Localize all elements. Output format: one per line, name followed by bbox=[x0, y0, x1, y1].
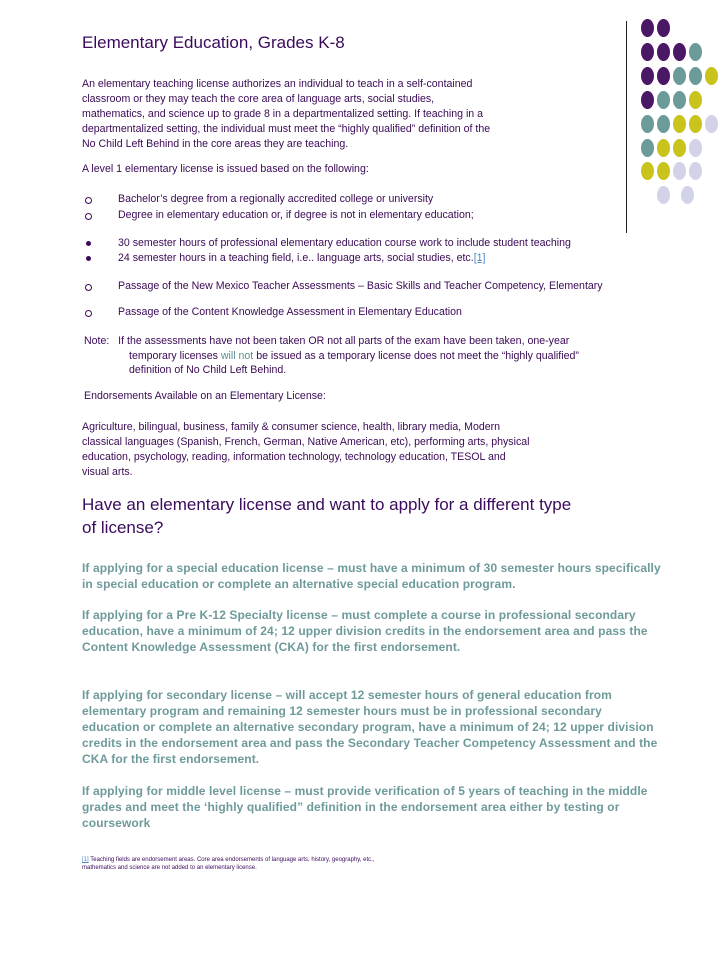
note-line: temporary licenses bbox=[129, 349, 221, 362]
dot-icon bbox=[689, 139, 702, 157]
intro-line: mathematics, and science up to grade 8 in a departmentalized setting. If teaching in a bbox=[82, 108, 484, 121]
decorative-divider bbox=[626, 21, 627, 233]
list-item: Passage of the New Mexico Teacher Assessments – Basic Skills and Teacher Competency, Elementary bbox=[82, 281, 642, 305]
dot-icon bbox=[641, 19, 654, 37]
dot-icon bbox=[641, 91, 654, 109]
dot-icon bbox=[657, 186, 670, 204]
list-item bbox=[82, 253, 642, 265]
intro-line: classroom or they may teach the core area of language arts, social studies, bbox=[82, 93, 435, 106]
dot-icon bbox=[689, 115, 702, 133]
dot-icon bbox=[641, 115, 654, 133]
dot-icon bbox=[657, 139, 670, 157]
list-item: 30 semester hours of professional elementary education course work to include student teaching bbox=[82, 238, 642, 250]
dot-icon bbox=[657, 162, 670, 180]
endorsements-line: classical languages (Spanish, French, German, Native American, etc), performing arts, physical bbox=[82, 436, 530, 448]
list-item: Passage of the Content Knowledge Assessment in Elementary Education bbox=[82, 307, 642, 319]
dot-icon bbox=[673, 67, 686, 85]
paragraph-middle-level: If applying for middle level license – must provide verification of 5 years of teaching in the middle grades and meet the ‘highly qualified” definition in the endorsement area either by testing or coursework bbox=[82, 784, 648, 831]
dot-icon bbox=[681, 186, 694, 204]
dot-bullet-icon bbox=[82, 253, 94, 265]
note-line: definition of No Child Left Behind. bbox=[129, 364, 287, 377]
dot-icon bbox=[657, 91, 670, 109]
note-emphasis: will not bbox=[220, 349, 254, 362]
dot-bullet-icon bbox=[82, 238, 94, 250]
dot-icon bbox=[641, 139, 654, 157]
paragraph-special-education: If applying for a special education license – must have a minimum of 30 semester hours specifically in special education or complete an alternative special education program. bbox=[82, 561, 661, 592]
endorsements-line: education, psychology, reading, information technology, technology education, TESOL and bbox=[82, 451, 506, 463]
dot-icon bbox=[657, 115, 670, 133]
dot-icon bbox=[673, 43, 686, 61]
list-item-text: 24 semester hours in a teaching field, i.e.. language arts, social studies, etc. bbox=[118, 252, 474, 264]
dot-icon bbox=[689, 162, 702, 180]
note-line: be issued as a temporary license does not meet the “highly qualified” bbox=[253, 349, 579, 362]
section-heading: Have an elementary license and want to apply for a different type of license? bbox=[82, 495, 572, 537]
circle-bullet-icon bbox=[82, 307, 94, 321]
dot-icon bbox=[673, 91, 686, 109]
circle-bullet-icon bbox=[82, 210, 94, 224]
dot-icon bbox=[641, 43, 654, 61]
note-block bbox=[84, 334, 674, 378]
endorsements-text bbox=[82, 420, 602, 480]
footnote-ref-link[interactable]: [1] bbox=[82, 857, 89, 863]
circle-bullet-icon bbox=[82, 194, 94, 208]
page-title: Elementary Education, Grades K-8 bbox=[82, 33, 345, 52]
dot-icon bbox=[657, 19, 670, 37]
dot-icon bbox=[705, 67, 718, 85]
dot-icon bbox=[705, 115, 718, 133]
paragraph-secondary: If applying for secondary license – will accept 12 semester hours of general education from elementary program and remaining 12 semester hours must be in professional secondary education or complete an alternative secondary program, have a minimum of 24; 12 upper division credits in the endorsement area and pass the Secondary Teacher Competency Assessment and the CKA for the first endorsement. bbox=[82, 688, 658, 767]
intro-line: An elementary teaching license authorizes an individual to teach in a self-contained bbox=[82, 78, 473, 90]
dot-icon bbox=[689, 43, 702, 61]
list-item: Bachelor’s degree from a regionally accredited college or university bbox=[82, 194, 642, 206]
note-label: Note: bbox=[84, 335, 110, 347]
intro-line: departmentalized setting, the individual must meet the “highly qualified” definition of the bbox=[82, 123, 491, 136]
paragraph-prek12-specialty: If applying for a Pre K-12 Specialty license – must complete a course in professional secondary education, have a minimum of 24; 12 upper division credits in the endorsement area and pass the Content Knowledge Assessment (CKA) for the first endorsement. bbox=[82, 608, 648, 655]
endorsements-line: visual arts. bbox=[82, 466, 133, 478]
footnote-text: Teaching fields are endorsement areas. Core area endorsements of language arts, history, geography, etc., bbox=[88, 857, 375, 863]
dot-icon bbox=[657, 67, 670, 85]
list-item: Degree in elementary education or, if degree is not in elementary education; bbox=[82, 210, 642, 222]
dot-icon bbox=[689, 91, 702, 109]
dot-icon bbox=[673, 162, 686, 180]
dot-icon bbox=[689, 67, 702, 85]
dot-icon bbox=[673, 139, 686, 157]
dot-icon bbox=[673, 115, 686, 133]
dot-icon bbox=[641, 162, 654, 180]
intro-line: No Child Left Behind in the core areas they are teaching. bbox=[82, 138, 349, 151]
footnote-text: mathematics and science are not added to an elementary license. bbox=[82, 865, 257, 871]
dot-icon bbox=[657, 43, 670, 61]
intro-paragraph bbox=[82, 77, 552, 152]
requirements-lead: A level 1 elementary license is issued based on the following: bbox=[82, 163, 369, 175]
circle-bullet-icon bbox=[82, 281, 94, 295]
footnote bbox=[82, 856, 642, 872]
endorsements-heading: Endorsements Available on an Elementary License: bbox=[84, 390, 326, 402]
endorsements-line: Agriculture, bilingual, business, family & consumer science, health, library media, Modern bbox=[82, 421, 501, 433]
footnote-link[interactable]: [1] bbox=[473, 252, 486, 264]
note-line: If the assessments have not been taken OR not all parts of the exam have been taken, one-year bbox=[118, 335, 570, 347]
dot-icon bbox=[641, 67, 654, 85]
